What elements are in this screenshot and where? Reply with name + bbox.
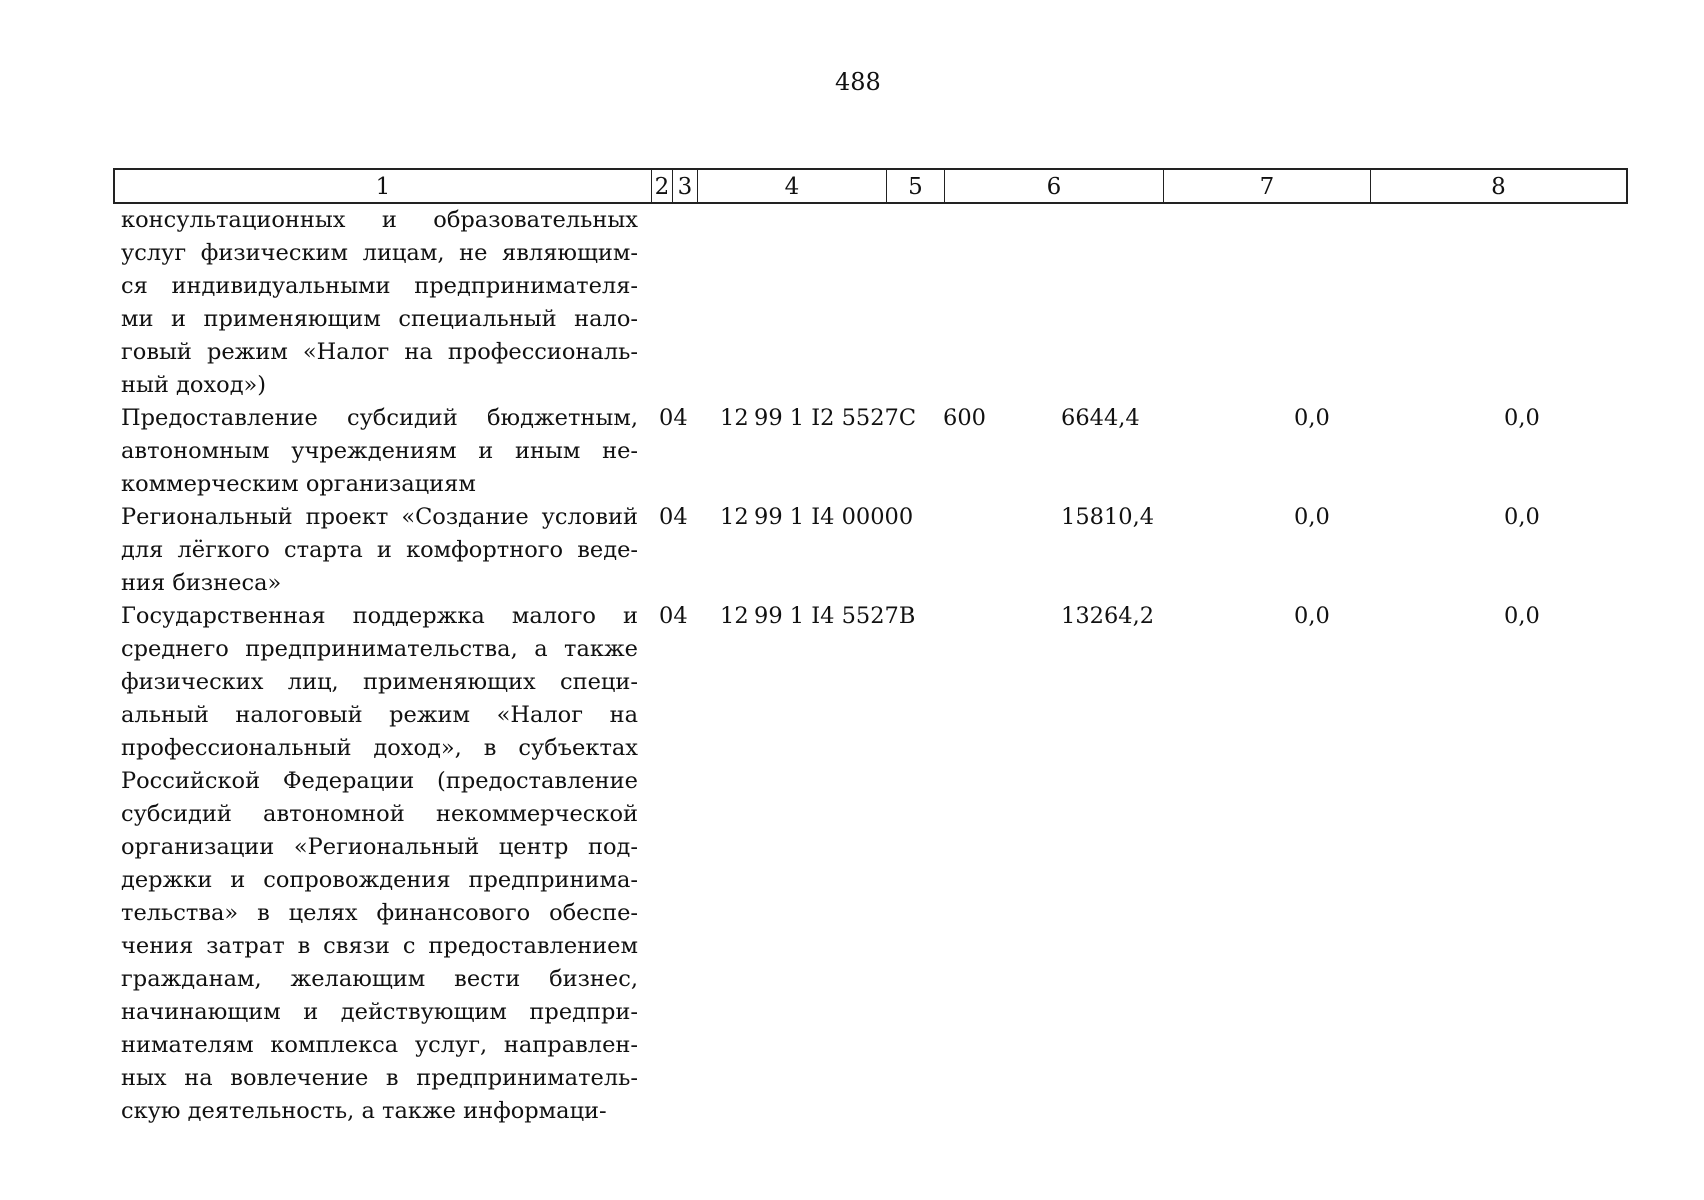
header-col-4: 4 (698, 170, 887, 202)
description-line: ся индивидуальными предпринимателя- (121, 273, 638, 299)
row-description (121, 204, 638, 402)
description-line: гражданам, желающим вести бизнес, (121, 966, 638, 992)
description-line: держки и сопровождения предпринима- (121, 867, 638, 893)
header-col-8: 8 (1491, 174, 1506, 200)
cell-c8: 0,0 (1504, 405, 1540, 431)
header-col-2: 2 (652, 170, 673, 202)
description-line: физических лиц, применяющих специ- (121, 669, 638, 695)
description-line: Российской Федерации (предоставление (121, 768, 638, 794)
row-description (121, 501, 638, 600)
description-line: организации «Региональный центр под- (121, 834, 638, 860)
description-line: услуг физическим лицам, не являющим- (121, 240, 638, 266)
description-line: консультационных и образовательных (121, 207, 638, 233)
cell-c8: 0,0 (1504, 603, 1540, 629)
cell-c7: 0,0 (1294, 405, 1330, 431)
cell-c3: 12 (720, 603, 749, 629)
description-line: для лёгкого старта и комфортного веде- (121, 537, 638, 563)
description-line: говый режим «Налог на профессиональ- (121, 339, 638, 365)
cell-c3: 12 (720, 405, 749, 431)
header-col-6: 6 (945, 170, 1164, 202)
cell-c6: 13264,2 (1061, 603, 1155, 629)
header-col-1: 1 (115, 170, 652, 202)
header-col-5: 5 (887, 170, 945, 202)
cell-c6: 6644,4 (1061, 405, 1140, 431)
description-line: профессиональный доход», в субъектах (121, 735, 638, 761)
description-line: альный налоговый режим «Налог на (121, 702, 638, 728)
cell-c8: 0,0 (1504, 504, 1540, 530)
description-line: скую деятельность, а также информаци- (121, 1098, 607, 1124)
cell-c7: 0,0 (1294, 603, 1330, 629)
cell-c3: 12 (720, 504, 749, 530)
cell-c4: 99 1 I2 5527C (754, 405, 917, 431)
description-line: ных на вовлечение в предприниматель- (121, 1065, 638, 1091)
description-line: ный доход») (121, 372, 267, 398)
table-header (113, 168, 1628, 204)
cell-c2: 04 (659, 603, 688, 629)
description-line: Государственная поддержка малого и (121, 603, 638, 629)
description-line: чения затрат в связи с предоставлением (121, 933, 638, 959)
header-col-3: 3 (673, 170, 698, 202)
cell-c7: 0,0 (1294, 504, 1330, 530)
description-line: тельства» в целях финансового обеспе- (121, 900, 638, 926)
row-description (121, 402, 638, 501)
row-description (121, 600, 638, 1128)
description-line: ния бизнеса» (121, 570, 282, 596)
description-line: коммерческим организациям (121, 471, 476, 497)
description-line: автономным учреждениям и иным не- (121, 438, 638, 464)
description-line: субсидий автономной некоммерческой (121, 801, 638, 827)
description-line: начинающим и действующим предпри- (121, 999, 638, 1025)
cell-c2: 04 (659, 504, 688, 530)
description-line: среднего предпринимательства, а также (121, 636, 638, 662)
header-col-7: 7 (1164, 170, 1371, 202)
description-line: Региональный проект «Создание условий (121, 504, 638, 530)
page-number: 488 (835, 68, 881, 96)
cell-c5: 600 (943, 405, 986, 431)
cell-c6: 15810,4 (1061, 504, 1155, 530)
cell-c2: 04 (659, 405, 688, 431)
cell-c4: 99 1 I4 00000 (754, 504, 914, 530)
description-line: Предоставление субсидий бюджетным, (121, 405, 638, 431)
description-line: ми и применяющим специальный нало- (121, 306, 638, 332)
description-line: нимателям комплекса услуг, направлен- (121, 1032, 638, 1058)
cell-c4: 99 1 I4 5527B (754, 603, 916, 629)
